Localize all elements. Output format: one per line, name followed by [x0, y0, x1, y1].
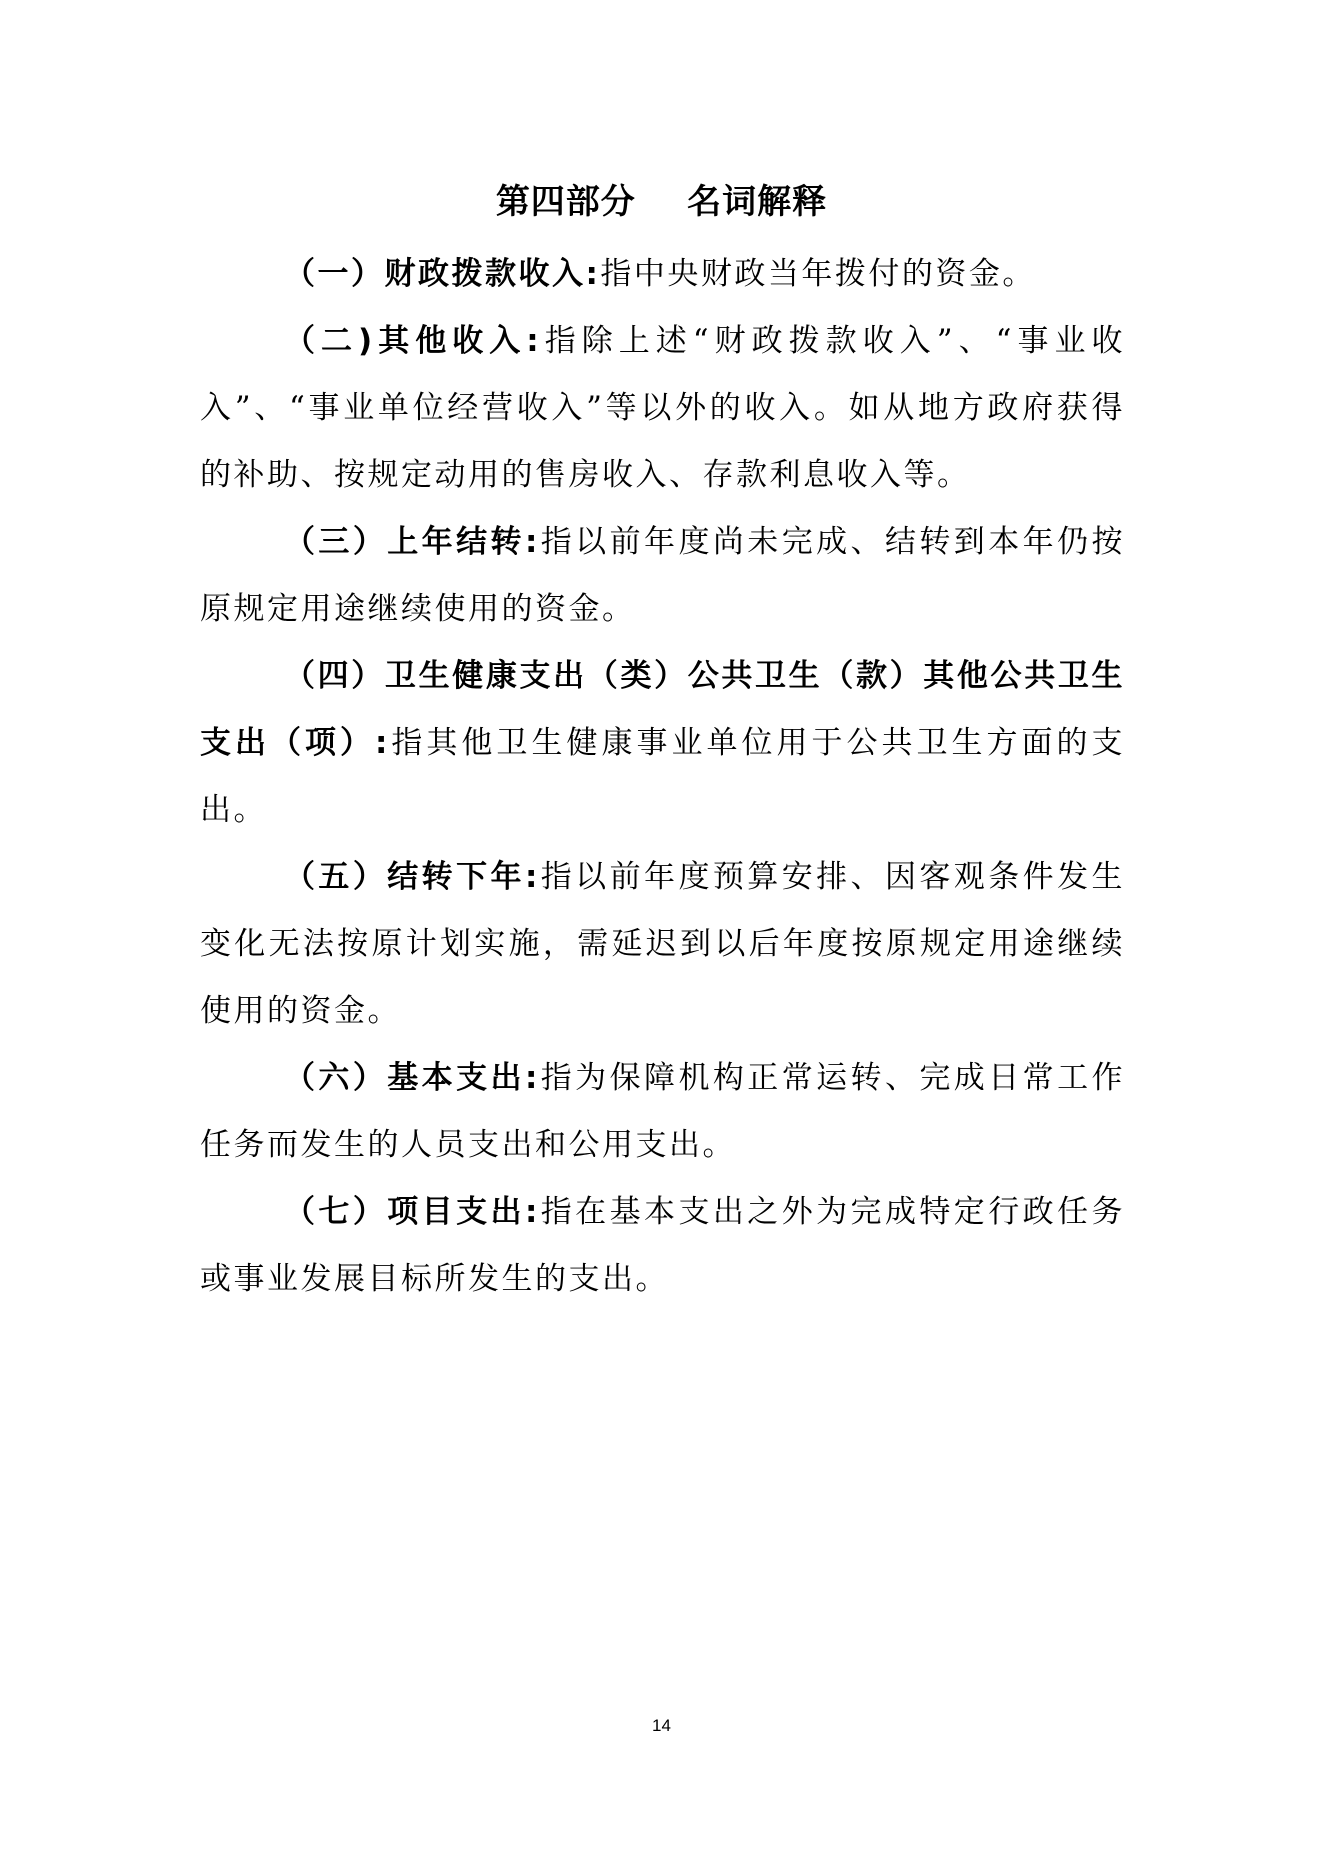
definition-term: （二)其他收入:: [284, 323, 542, 359]
definition-item: [200, 1045, 1125, 1179]
definition-item: [200, 241, 1125, 308]
definition-text: 指以前年度尚未完成、结转到本年仍按原规定用途继续使用的资金。: [200, 524, 1125, 627]
definition-item: [200, 509, 1125, 643]
definition-text: 指中央财政当年拨付的资金。: [600, 256, 1036, 292]
page-number: 14: [652, 1716, 671, 1735]
definition-term: （四）卫生健康支出（类）公共卫生（款）其他公共卫生支出（项）:: [200, 658, 1125, 761]
definition-text: 指在基本支出之外为完成特定行政任务或事业发展目标所发生的支出。: [200, 1194, 1125, 1297]
definition-term: （三）上年结转:: [284, 524, 540, 560]
definition-term: （六）基本支出:: [284, 1060, 540, 1096]
definition-item: [200, 1179, 1125, 1313]
definition-item: [200, 643, 1125, 844]
definition-item: [200, 308, 1125, 509]
definition-term: （七）项目支出:: [284, 1194, 540, 1230]
definition-term: （五）结转下年:: [284, 859, 540, 895]
section-title: 第四部分 名词解释: [495, 182, 828, 222]
definition-text: 指以前年度预算安排、因客观条件发生变化无法按原计划实施，需延迟到以后年度按原规定用途继续使用的资金。: [200, 859, 1125, 1029]
definition-text: 指除上述“财政拨款收入”、“事业收入”、“事业单位经营收入”等以外的收入。如从地方政府获得的补助、按规定动用的售房收入、存款利息收入等。: [200, 323, 1125, 493]
definition-text: 指为保障机构正常运转、完成日常工作任务而发生的人员支出和公用支出。: [200, 1060, 1125, 1163]
definition-term: （一）财政拨款收入:: [284, 256, 601, 292]
definition-text: 指其他卫生健康事业单位用于公共卫生方面的支出。: [200, 725, 1125, 828]
definitions-list: [200, 241, 1125, 1313]
definition-item: [200, 844, 1125, 1045]
